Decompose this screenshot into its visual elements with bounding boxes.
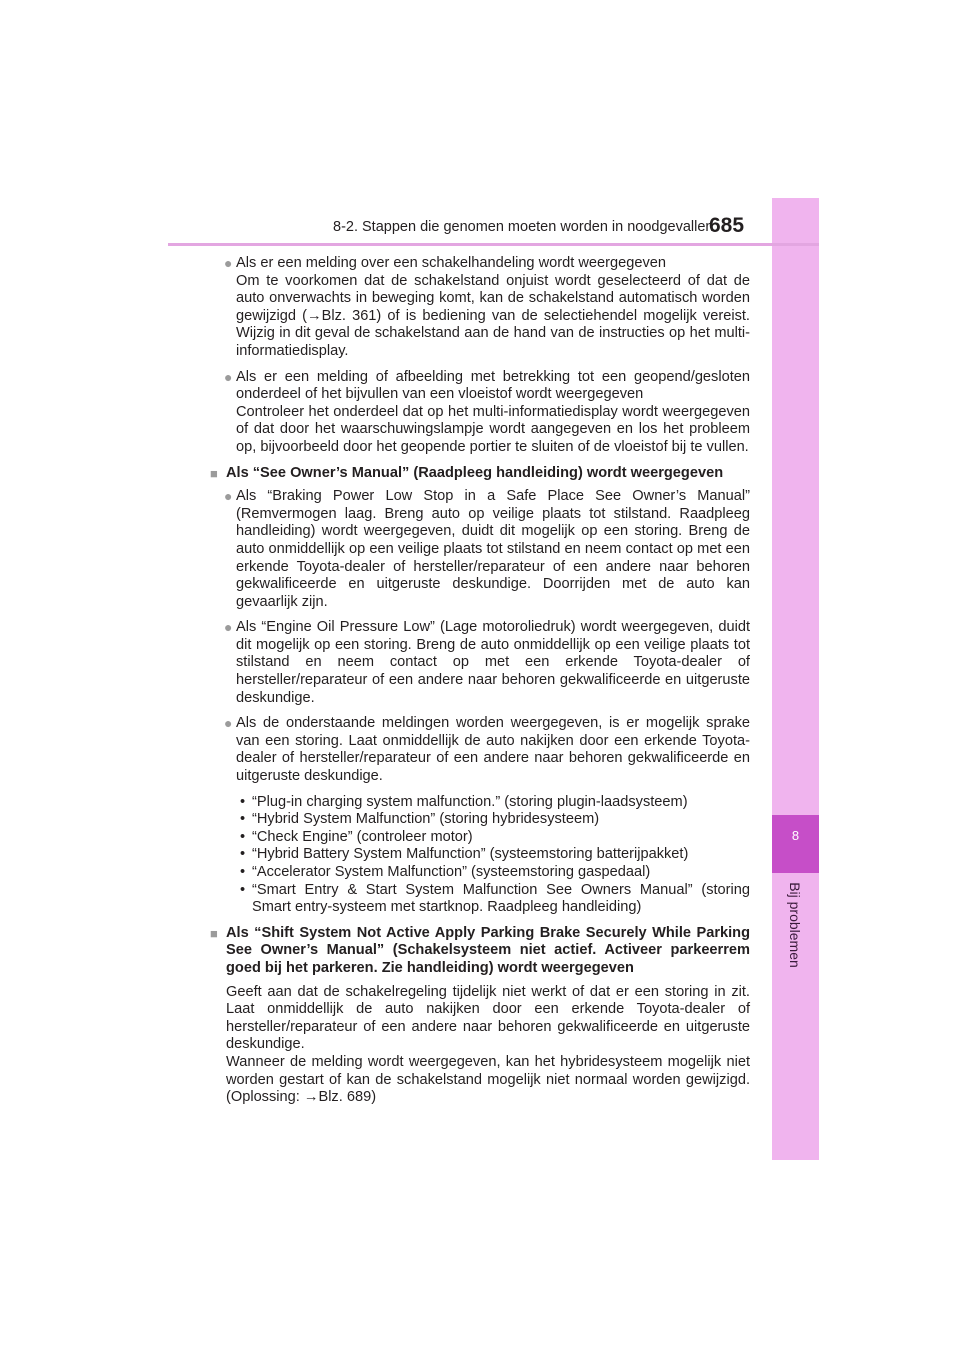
section-title: Als “See Owner’s Manual” (Raadpleeg handleiding) wordt weergegeven xyxy=(226,464,724,481)
item-text: Controleer het onderdeel dat op het multi-informatiedisplay wordt weergegeven of dat door het waarschuwingslampje wordt aangegeven en los het probleem op, bijvoorbeeld door het geopende portier te sluiten of de vloeistof bij te vullen. xyxy=(236,403,750,455)
section-heading xyxy=(210,465,750,483)
circle-bullet-icon: ● xyxy=(224,488,233,505)
circle-bullet-icon: ● xyxy=(224,255,233,271)
paragraph: Geeft aan dat de schakelregeling tijdelijk niet werkt of dat er een storing in zit. Laat onmiddellijk de auto nakijken door een erkende Toyota-dealer of hersteller/reparateur of een andere naar behoren gekwalificeerde en uitgeruste deskundige. xyxy=(226,983,750,1053)
chapter-tab xyxy=(772,815,819,873)
chapter-number: 8 xyxy=(791,828,800,843)
list-item xyxy=(210,255,750,361)
message-list-item: • “Plug-in charging system malfunction.” (storing plugin-laadsysteem) xyxy=(236,794,750,812)
message-list-item: • “Hybrid System Malfunction” (storing hybridesysteem) xyxy=(236,811,750,829)
item-text: Om te voorkomen dat de schakelstand onjuist wordt geselecteerd of dat de auto onverwachts in beweging komt, kan de schakelstand automatisch worden gewijzigd (→Blz. 361) of is bediening van de selectiehendel mogelijk vereist. Wijzig in dit geval de schakelstand aan de hand van de instructies op het multi-informatiedisplay. xyxy=(236,272,750,359)
item-text: Als “Engine Oil Pressure Low” (Lage motoroliedruk) wordt weergegeven, duidt dit mogelijk op een storing. Breng de auto onmiddellijk op een veilige plaats tot stilstand en neem contact op met een erkende Toyota-dealer of hersteller/reparateur of een andere naar behoren gekwalificeerde en uitgeruste deskundige. xyxy=(236,619,750,706)
square-bullet-icon: ■ xyxy=(210,925,218,941)
item-heading: Als er een melding over een schakelhandeling wordt weergegeven xyxy=(236,255,666,271)
list-item xyxy=(210,488,750,611)
message-list-item: • “Accelerator System Malfunction” (systeemstoring gaspedaal) xyxy=(236,864,750,882)
square-bullet-icon: ■ xyxy=(210,465,218,481)
item-text: Als de onderstaande meldingen worden weergegeven, is er mogelijk sprake van een storing. Laat onmiddellijk de auto nakijken door een erkende Toyota-dealer of hersteller/reparateur of een andere naar behoren gekwalificeerde en uitgeruste deskundige. xyxy=(236,715,750,785)
chapter-title: Bij problemen xyxy=(787,882,803,968)
paragraph: Wanneer de melding wordt weergegeven, kan het hybridesysteem mogelijk niet worden gestart of kan de schakelstand mogelijk niet normaal worden gewijzigd. (Oplossing: →Blz. 689) xyxy=(226,1053,750,1106)
section-header: 8-2. Stappen die genomen moeten worden in noodgevallen xyxy=(333,219,714,235)
section-heading xyxy=(210,925,750,978)
list-item xyxy=(210,715,750,785)
message-list-item: • “Hybrid Battery System Malfunction” (systeemstoring batterijpakket) xyxy=(236,846,750,864)
page-content xyxy=(210,255,750,1107)
message-list-item: • “Check Engine” (controleer motor) xyxy=(236,829,750,847)
header-rule xyxy=(168,243,819,246)
message-list-item: • “Smart Entry & Start System Malfunction See Owners Manual” (storing Smart entry-systeem met startknop. Raadpleeg handleiding) xyxy=(236,882,750,917)
page-number: 685 xyxy=(709,214,745,237)
item-text: Als “Braking Power Low Stop in a Safe Place See Owner’s Manual” (Remvermogen laag. Breng auto op veilige plaats tot stilstand. Raadpleeg handleiding) wordt weergegeven, duidt dit mogelijk op een storing. Breng de auto onmiddellijk op een veilige plaats tot stilstand en neem contact op met een erkende Toyota-dealer of hersteller/reparateur of een andere naar behoren gekwalificeerde en uitgeruste deskundige. Doorrijden met de auto kan gevaarlijk zijn. xyxy=(236,488,750,610)
item-heading: Als er een melding of afbeelding met betrekking tot een geopend/gesloten onderdeel of het bijvullen van een vloeistof wordt weergegeven xyxy=(236,368,750,403)
section-title: Als “Shift System Not Active Apply Parking Brake Securely While Parking See Owner’s Manual” (Schakelsysteem niet actief. Activeer parkeerrem goed bij het parkeren. Zie handleiding) wordt weergegeven xyxy=(226,924,750,976)
circle-bullet-icon: ● xyxy=(224,715,233,732)
message-list xyxy=(210,794,750,917)
chapter-sidebar xyxy=(772,198,819,1160)
list-item xyxy=(210,619,750,707)
circle-bullet-icon: ● xyxy=(224,619,233,636)
circle-bullet-icon: ● xyxy=(224,368,233,385)
list-item xyxy=(210,369,750,457)
